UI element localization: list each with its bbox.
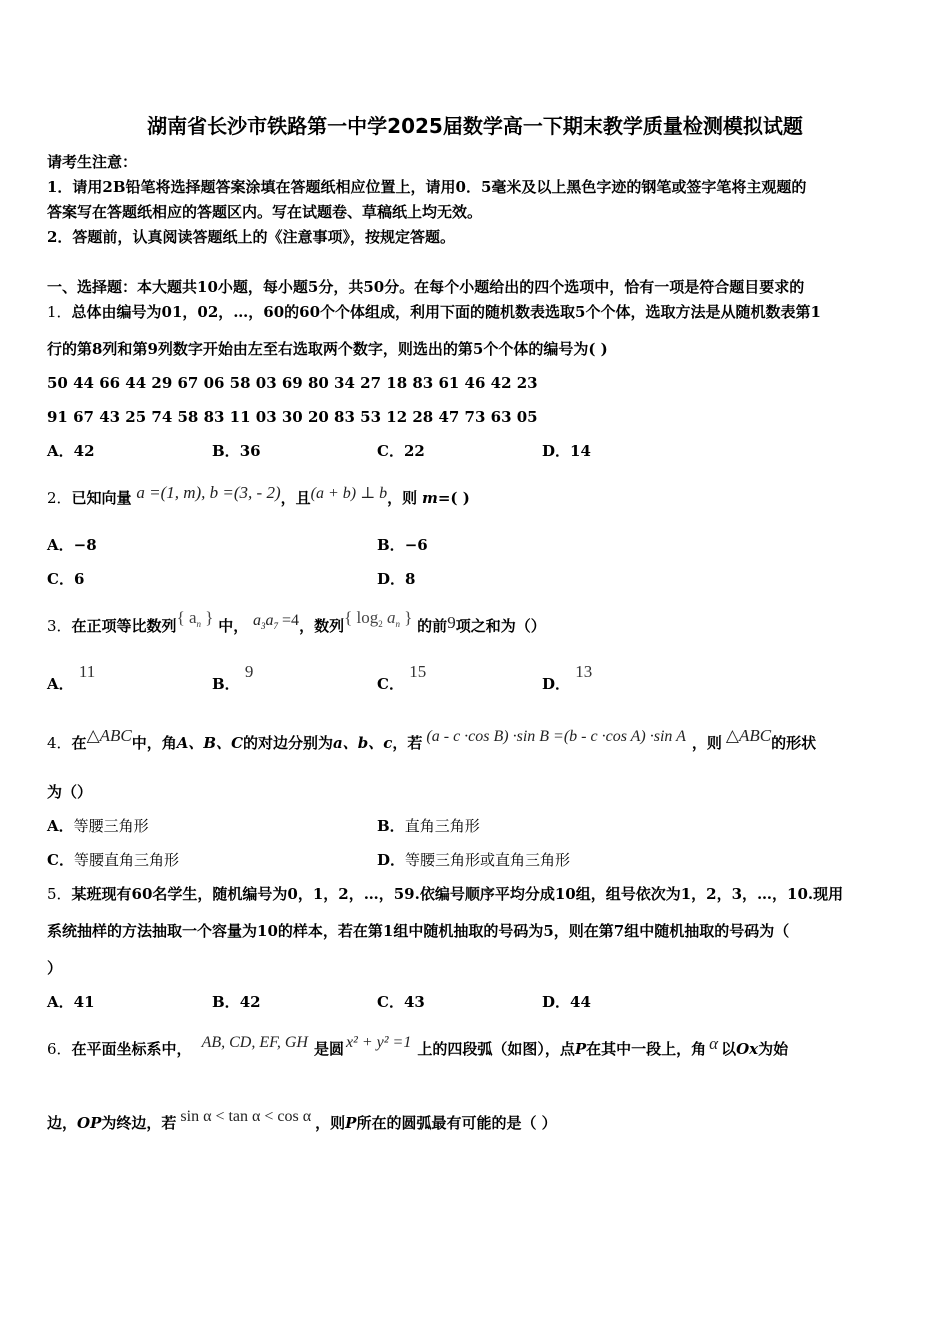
triangle-formula: △ABC	[86, 726, 132, 745]
arcs-formula: AB, CD, EF, GH	[201, 1034, 308, 1051]
log-sequence-formula: { $\log_2 a_n$ }	[344, 608, 413, 629]
question-1-text: 总体由编号为01，02，…，60的60个个体组成，利用下面的随机数表选取5个个体，选取方法是从随机数表第1	[71, 303, 821, 321]
option-a[interactable]: A．41	[47, 993, 95, 1011]
option-c[interactable]: C．等腰直角三角形	[47, 851, 179, 869]
option-c[interactable]: C．43	[377, 993, 425, 1011]
question-2-line: 2．已知向量 a =(1, m), b =(3, - 2)，且(a + b) ⊥ b，则 m=( )	[47, 483, 470, 507]
random-table-row-2: 91 67 43 25 74 58 83 11 03 30 20 83 53 12 28 47 73 63 05	[47, 408, 538, 426]
option-b[interactable]: B．42	[212, 993, 261, 1011]
question-number: 1．	[47, 303, 72, 321]
question-5-line-2: 系统抽样的方法抽取一个容量为10的样本，若在第1组中随机抽取的号码为5，则在第7组中随机抽取的号码为（	[47, 922, 790, 940]
condition-formula: $a_3a_7 =4$	[253, 612, 300, 631]
question-3-line: 3．在正项等比数列{ $a_n$ } 中， $a_3a_7 =4$，数列{ $\log_2 a_n$ } 的前9项之和为（）	[47, 608, 546, 635]
question-5-line-1: 5．某班现有60名学生，随机编号为0，1，2，…，59.依编号顺序平均分成10组，组号依次为1，2，3，…，10.现用	[47, 885, 844, 903]
question-6-line-1: 6．在平面坐标系中， AB, CD, EF, GH 是圆 x² + y² =1 上的四段弧（如图），点P在其中一段上，角 α 以Ox为始	[47, 1034, 789, 1058]
section-heading: 一、选择题：本大题共10小题，每小题5分，共50分。在每个小题给出的四个选项中，恰有一项是符合题目要求的	[47, 278, 805, 296]
question-number: 3．	[47, 617, 72, 635]
option-d[interactable]: D．44	[542, 993, 591, 1011]
notice-item-1-line-1: 1．请用2B铅笔将选择题答案涂填在答题纸相应位置上，请用0．5毫米及以上黑色字迹的钢笔或签字笔将主观题的	[47, 178, 807, 196]
option-b[interactable]: B．36	[212, 442, 261, 460]
question-4-line-2: 为（）	[47, 783, 93, 801]
question-number: 4．	[47, 734, 72, 752]
notice-item-1-line-2: 答案写在答题纸相应的答题区内。写在试题卷、草稿纸上均无效。	[47, 203, 483, 221]
option-b[interactable]: B． 9	[212, 662, 254, 693]
notice-item-2: 2．答题前，认真阅读答题纸上的《注意事项》，按规定答题。	[47, 228, 455, 246]
question-1-line-2: 行的第8列和第9列数字开始由左至右选取两个数字，则选出的第5个个体的编号为( )	[47, 340, 608, 358]
option-c[interactable]: C．6	[47, 570, 85, 588]
vector-formula: a =(1, m), b =(3, - 2)	[136, 483, 281, 502]
question-number: 5．	[47, 885, 72, 903]
question-4-line-1: 4．在△ABC中，角A、B、C的对边分别为a、b、c，若 (a - c ·cos B) ·sin B =(b - c ·cos A) ·sin A ，则 △ABC的形状	[47, 726, 817, 752]
option-a[interactable]: A．等腰三角形	[47, 817, 149, 835]
option-c[interactable]: C． 15	[377, 662, 427, 693]
random-table-row-1: 50 44 66 44 29 67 06 58 03 69 80 34 27 18 83 61 46 42 23	[47, 374, 538, 392]
sequence-formula: { $a_n$ }	[176, 608, 214, 629]
option-d[interactable]: D．等腰三角形或直角三角形	[377, 851, 571, 869]
option-d[interactable]: D．8	[377, 570, 416, 588]
question-number: 2．	[47, 489, 72, 507]
question-6-line-2: 边，OP为终边，若 sin α < tan α < cos α ，则P所在的圆弧最有可能的是（ ）	[47, 1108, 557, 1132]
option-b[interactable]: B．−6	[377, 536, 428, 554]
question-2-text: 已知向量	[71, 489, 132, 507]
circle-equation: x² + y² =1	[345, 1034, 412, 1051]
option-a[interactable]: A．−8	[47, 536, 97, 554]
inequality-formula: sin α < tan α < cos α	[180, 1108, 312, 1125]
condition-equation: (a - c ·cos B) ·sin B =(b - c ·cos A) ·sin A	[426, 728, 686, 745]
notice-heading: 请考生注意：	[47, 153, 138, 171]
question-5-line-3: ）	[47, 959, 63, 977]
option-c[interactable]: C．22	[377, 442, 425, 460]
option-b[interactable]: B．直角三角形	[377, 817, 480, 835]
option-a[interactable]: A． 11	[47, 662, 96, 693]
question-number: 6．	[47, 1040, 72, 1058]
perpendicular-formula: (a + b) ⊥ b	[310, 485, 388, 502]
option-d[interactable]: D．14	[542, 442, 591, 460]
option-a[interactable]: A．42	[47, 442, 95, 460]
page-title: 湖南省长沙市铁路第一中学2025届数学高一下期末教学质量检测模拟试题	[147, 114, 803, 138]
option-d[interactable]: D． 13	[542, 662, 593, 693]
question-1-line-1	[47, 303, 821, 321]
triangle-formula: △ABC	[725, 726, 772, 745]
